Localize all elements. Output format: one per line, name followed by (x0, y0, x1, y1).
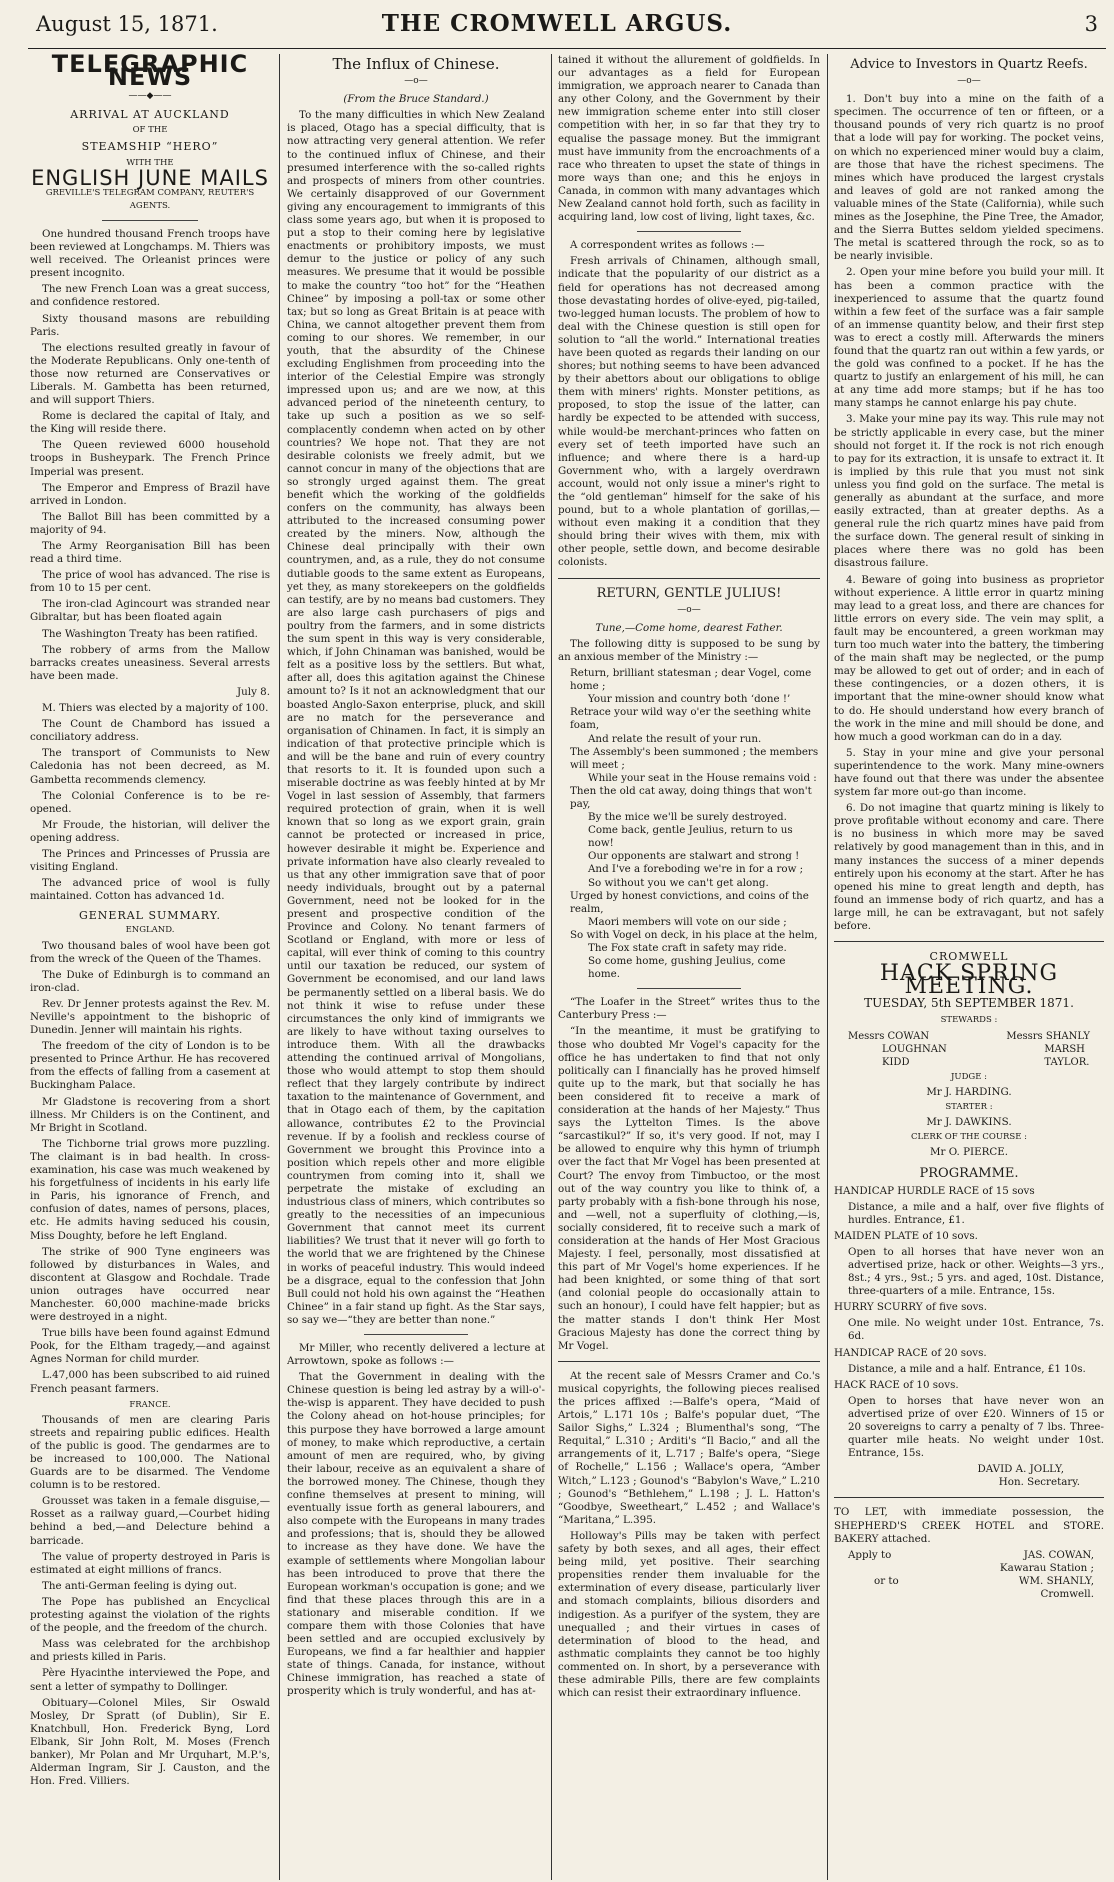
apply-to-label: Apply to (848, 1548, 892, 1561)
secretary-name: DAVID A. JOLLY, (977, 1463, 1064, 1476)
clerk-name: Mr O. PIERCE. (929, 1146, 1009, 1159)
judge-label: JUDGE : (951, 1071, 987, 1082)
divider (364, 1334, 467, 1335)
hack-meeting-heading: HACK SPRING MEETING. (879, 961, 1059, 1000)
news-paragraph: The advanced price of wool is fully maintained. Cotton has advanced 1d. (30, 877, 270, 903)
steward-name: LOUGHNAN (882, 1043, 947, 1055)
apply-line-1 (834, 1549, 1104, 1562)
column-continued (558, 54, 820, 1880)
poem-intro: The following ditty is supposed to be sung by an anxious member of the Ministry :— (558, 637, 820, 663)
divider (558, 578, 820, 579)
or-to-label: or to (874, 1574, 899, 1587)
news-paragraph: The freedom of the city of London is to be presented to Prince Arthur. He has recovered from the effects of falling from a casement at Buckingham Palace. (30, 1040, 270, 1092)
news-paragraph: The strike of 900 Tyne engineers was followed by disturbances in Wales, and discontent at Glasgow and Rochdale. Trade union outrages have occurred near Manchester. 60,000 machine-made bricks were destroyed in a night. (30, 1245, 270, 1324)
poem-line: The Assembly's been summoned ; the members will meet ; (570, 745, 819, 771)
english-mails-heading: ENGLISH JUNE MAILS (31, 165, 269, 190)
news-paragraph: One hundred thousand French troops have been reviewed at Longchamps. M. Thiers was well received. The Orleanist princes were present incognito. (30, 227, 270, 280)
news-paragraph: The transport of Communists to New Caledonia has not been decreed, as M. Gambetta recommends clemency. (30, 747, 270, 786)
article-paragraph: tained it without the allurement of goldfields. In our advantages as a field for European immigration, we approach nearer to Canada than any other Colony, and the Government by their new immigration scheme enter into still closer competition with her, in so far that they try to equalise the passage money. But the immigrant must have immunity from the encroachments of a race who threaten to upset the state of things in more ways than one; and this he enjoys in Canada, in common with many advantages which New Zealand cannot hold forth, such as facility in acquiring land, low cost of living, light taxes, &c. (558, 54, 820, 224)
news-paragraph: The Tichborne trial grows more puzzling. The claimant is in bad health. In cross-examination, his case was much weakened by his forgetfulness of incidents in his early life in Paris, his ignorance of French, and confusion of dates, names of persons, places, etc. He admits having seduced his cousin, Miss Doughty, before he left England. (30, 1137, 270, 1242)
poem (558, 667, 820, 981)
miller-intro: Mr Miller, who recently delivered a lecture at Arrowtown, spoke as follows :— (287, 1342, 545, 1368)
meeting-date: TUESDAY, 5th SEPTEMBER 1871. (864, 996, 1074, 1011)
article-paragraph: That the Government in dealing with the Chinese question is being led astray by a will-o'-the-wisp is apparent. They have decided to push the Colony ahead on hot-house principles; for this purpose they have borrowed a large amount of money, to make which reproductive, a certain amount of men are required, who, by giving their labour, receive as an equivalent a share of the borrowed money. The Chinese, though they confine themselves at present to mining, will eventually issue forth as general labourers, and also compete with the Europeans in many trades and professions; that is, should they be allowed to increase as they have done. We have the example of settlements where Mongolian labour has been introduced to prove that there the European workman's occupation is gone; and we find that these places through this are in a stationary and miserable condition. If we compare them with those Colonies that have been settled and are occupied exclusively by Europeans, we find a far healthier and happier state of things. Canada, for instance, without Chinese immigration, has reached a state of prosperity which is truly wonderful, and has at- (287, 1371, 545, 1698)
news-paragraphs-2 (30, 702, 270, 903)
news-paragraph: Rome is declared the capital of Italy, and the King will reside there. (30, 410, 270, 436)
news-paragraph: Thousands of men are clearing Paris streets and repairing public edifices. Health of the public is good. The gendarmes are to be increased to 100,000. The National Guards are to be disarmed. The Vendome column is to be restored. (30, 1413, 270, 1492)
poem-line: Urged by honest convictions, and coins of the realm, (570, 889, 809, 915)
news-paragraph: True bills have been found against Edmund Pook, for the Eltham tragedy,—and against Agnes Norman for child murder. (30, 1327, 270, 1366)
steward-name: KIDD (882, 1056, 910, 1068)
poem-heading: RETURN, GENTLE JULIUS! (596, 585, 782, 601)
race-detail: Open to horses that have never won an advertised prize of over £20. Winners of 15 or 20 sovereigns to carry a penalty of 7 lbs. Three-quarter mile heats. No weight under 10st. Entrance, 15s. (848, 1394, 1104, 1460)
source-line: (From the Bruce Standard.) (343, 93, 489, 106)
poem-line: Then the old cat away, doing things that won't pay, (570, 784, 812, 810)
poem-line: And I've a foreboding we're in for a row ; (588, 863, 804, 876)
steward-name: MARSH (1044, 1043, 1085, 1055)
column-divider (827, 54, 828, 1880)
starter-label: STARTER : (945, 1102, 993, 1113)
advice-heading: Advice to Investors in Quartz Reefs. (850, 57, 1088, 72)
of-the-line: OF THE (132, 125, 168, 136)
news-paragraph: The Ballot Bill has been committed by a majority of 94. (30, 510, 270, 536)
news-paragraph: Mass was celebrated for the archbishop and priests killed in Paris. (30, 1638, 270, 1664)
agent-place: Cromwell. (1040, 1588, 1094, 1601)
news-paragraph: The price of wool has advanced. The rise is from 10 to 15 per cent. (30, 569, 270, 595)
secretary-title: Hon. Secretary. (998, 1476, 1080, 1489)
advice-item: 5. Stay in your mine and give your personal superintendence to the work. Many mine-owners have found out that there was under the absentee system far more out-go than income. (834, 746, 1104, 799)
column-advice (834, 54, 1104, 1880)
news-paragraphs-4 (30, 1414, 270, 1789)
divider (102, 220, 198, 221)
cromwell-line: CROMWELL (929, 950, 1009, 964)
news-paragraph: The Queen reviewed 6000 household troops in Busheypark. The French Prince Imperial was present. (30, 439, 270, 478)
agent-place: Kawarau Station ; (999, 1561, 1094, 1574)
poem-line: Return, brilliant statesman ; dear Vogel, come home ; (570, 667, 812, 693)
race-programme (834, 1185, 1104, 1461)
agents-line: GREVILLE'S TELEGRAM COMPANY, REUTER'S AGENTS. (45, 187, 255, 211)
general-summary-heading: GENERAL SUMMARY. (78, 909, 222, 923)
poem-line: And relate the result of your run. (588, 732, 762, 745)
dateline: July 8. (237, 685, 270, 698)
stewards-label: STEWARDS : (940, 1015, 998, 1026)
poem-line: So without you we can't get along. (588, 876, 769, 889)
divider (637, 231, 742, 232)
advice-item: 1. Don't buy into a mine on the faith of a specimen. The occurrence of ten or fifteen, or a thousand pounds of very rich quartz is no proof that a lode will pay for working. The pocket veins, on which no experienced miner would buy a claim, are those that have the richest specimens. The mines which have produced the largest crystals and leaves of gold are not ranked among the valuable mines of the State (California), while such mines as the Josephine, the Pine Tree, the Amador, and the Sierra Buttes seldom yielded specimens. The metal is scattered through the rock, so as to be nearly invisible. (834, 93, 1104, 263)
steward-name: Messrs SHANLY (1006, 1030, 1090, 1042)
clerk-label: CLERK OF THE COURSE : (911, 1132, 1027, 1143)
poem-line: So come home, gushing Jeulius, come home. (588, 955, 786, 981)
stewards-list (834, 1030, 1104, 1069)
advice-item: 6. Do not imagine that quartz mining is likely to prove profitable without economy and care. There is no business in which more may be saved relatively by good management than in this, and in many instances the success of a miner depends entirely upon his economy at the start. After he has opened his mine to great length and depth, has found an immense body of rich quartz, and has a large mill, he can be extravagant, but not safely before. (834, 802, 1104, 932)
poem-line: So with Vogel on deck, in his place at the helm, (570, 928, 818, 941)
poem-line: While your seat in the House remains void : (588, 771, 817, 784)
loafer-intro: “The Loafer in the Street” writes thus to the Canterbury Press :— (558, 996, 820, 1022)
issue-date: August 15, 1871. (36, 12, 218, 36)
divider (834, 1497, 1104, 1498)
news-paragraph: Mr Froude, the historian, will deliver the opening address. (30, 818, 270, 844)
poem-line: Come back, gentle Jeulius, return to us now! (588, 824, 793, 850)
news-paragraph: The Princes and Princesses of Prussia are visiting England. (30, 847, 270, 874)
steward-name: TAYLOR. (1044, 1056, 1090, 1068)
news-paragraph: M. Thiers was elected by a majority of 100. (42, 702, 269, 715)
news-paragraph: Sixty thousand masons are rebuilding Paris. (30, 312, 270, 338)
advice-item: 2. Open your mine before you build your mill. It has been a common practice with the inexperienced to assume that the quartz found within a few feet of the surface was a fair sample of an immense quantity below, and their first step was to erect a costly mill. Afterwards the miners found that the quartz ran out within a few yards, or the gold was confined to a pocket. If he has the quartz to justify an enlargement of his mill, he can at any time add more stamps; but if he has too many stamps he cannot enlarge his pay chute. (834, 266, 1104, 410)
news-paragraph: Rev. Dr Jenner protests against the Rev. M. Neville's appointment to the bishopric of Dunedin. Jenner will maintain his rights. (30, 997, 270, 1037)
news-paragraph: The Count de Chambord has issued a conciliatory address. (30, 718, 270, 744)
to-let-notice: TO LET, with immediate possession, the SHEPHERD'S CREEK HOTEL and STORE. BAKERY attached. (834, 1506, 1104, 1545)
stewards-right (1006, 1030, 1090, 1069)
news-paragraph: Mr Gladstone is recovering from a short illness. Mr Childers is on the Continent, and Mr Bright in Scotland. (30, 1095, 270, 1134)
divider (637, 988, 742, 989)
race-name: MAIDEN PLATE of 10 sovs. (834, 1229, 978, 1242)
news-paragraph: The iron-clad Agincourt was stranded near Gibraltar, but has been floated again (30, 598, 270, 624)
telegraphic-news-heading: TELEGRAPHIC NEWS (51, 54, 249, 92)
divider (834, 941, 1104, 942)
column-divider (279, 54, 280, 1880)
advice-item: 3. Make your mine pay its way. This rule may not be strictly applicable in every case, but the miner should not forget it. If the rock is not rich enough to pay for its extraction, it is unsafe to extract it. It is implied by this rule that you must not sink unless you find gold on the surface. The metal is generally as abundant at the surface, and more easily extracted, than at greater depths. As a general rule the rich quartz mines have paid from the surface down. The general result of sinking in places where there was no gold has been disastrous failure. (834, 413, 1104, 570)
news-paragraph: The anti-German feeling is dying out. (42, 1579, 237, 1592)
race-name: HURRY SCURRY of five sovs. (834, 1301, 987, 1314)
news-paragraph: Obituary—Colonel Miles, Sir Oswald Mosley, Dr Spratt (of Dublin), Sir E. Knatchbull, Hon. Frederick Byng, Lord Elbank, Sir John Rolt, M. Moses (French banker), Mr Polan and Mr Urquhart, M.P.'s, Alderman Ingram, Sir J. Causton, and the Hon. Fred. Villiers. (30, 1696, 270, 1788)
poem-line: Maori members will vote on our side ; (588, 915, 787, 928)
arrival-line: ARRIVAL AT AUCKLAND (70, 108, 230, 122)
race-detail: Distance, a mile and a half. Entrance, £1 10s. (848, 1362, 1086, 1375)
article-paragraph: “In the meantime, it must be gratifying to those who doubted Mr Vogel's capacity for the office he has undertaken to find that not only politically can I financially has he proved himself quite up to the mark, but that socially he has been considered fit to receive a mark of consideration at the hands of her Majesty.” Thus says the Lyttelton Times. Is the above “sarcastikul?” If so, it's very good. If not, may I be allowed to enquire why this hymn of triumph over the fact that Mr Vogel has been presented at Court? The envoy from Timbuctoo, or the most out of the way country you like to think of, a party probably with a fish-bone through his nose, and —well, not a superfluity of clothing,—is, socially considered, fit to receive such a mark of consideration at the hands of Her Most Gracious Majesty. I feel, personally, most dissatisfied at this part of Mr Vogel's home experiences. If he had been knighted, or some thing of that sort (and colonial people do occasionally attain to such an honour), I could have felt happier; but as the matter stands I don't think Her Most Gracious Majesty has done the correct thing by Mr Vogel. (558, 1025, 820, 1352)
influx-heading: The Influx of Chinese. (332, 55, 500, 73)
news-paragraph: The Colonial Conference is to be re-opened. (30, 789, 270, 815)
news-paragraph: Père Hyacinthe interviewed the Pope, and sent a letter of sympathy to Dollinger. (30, 1667, 270, 1693)
news-paragraph: L.47,000 has been subscribed to aid ruined French peasant farmers. (30, 1369, 270, 1395)
correspondent-intro: A correspondent writes as follows :— (570, 239, 765, 252)
england-subheading: ENGLAND. (125, 925, 175, 936)
divider: —o— (957, 76, 981, 87)
news-paragraphs-1 (30, 228, 270, 683)
news-paragraph: The value of property destroyed in Paris is estimated at eight millions of francs. (30, 1550, 270, 1576)
stewards-left (848, 1030, 947, 1069)
poem-line: Your mission and country both ‘done !’ (588, 693, 791, 706)
masthead-rule (28, 48, 1106, 49)
news-paragraph: Two thousand bales of wool have been got from the wreck of the Queen of the Thames. (30, 939, 270, 965)
race-detail: One mile. No weight under 10st. Entrance, 7s. 6d. (848, 1317, 1104, 1343)
with-the-line: WITH THE (126, 157, 174, 168)
agent-name: JAS. COWAN, (1023, 1548, 1094, 1561)
race-name: HANDICAP RACE of 20 sovs. (834, 1346, 987, 1359)
starter-name: Mr J. DAWKINS. (926, 1116, 1012, 1129)
advice-item: 4. Beware of going into business as proprietor without experience. A little error in quartz mining may lead to a great loss, and there are chances for little errors on every side. The vein may split, a fault may be encountered, a green workman may turn too much water into the battery, the timbering of the main shaft may be neglected, or the pump may be allowed to get out of order; and in each of these contingencies, or a dozen others, it is important that the mine-owner should know what to do. He should understand how every branch of the work in the mine and mill should be done, and how much a good workman can do in a day. (834, 573, 1104, 743)
news-paragraph: The Duke of Edinburgh is to command an iron-clad. (30, 968, 270, 994)
masthead (0, 0, 1114, 50)
article-paragraph: Holloway's Pills may be taken with perfect safety by both sexes, and all ages, their effect being mild, yet positive. Their searching propensities render them invaluable for the extermination of every disease, particularly liver and stomach complaints, bilious disorders and indigestion. As a purifyer of the system, they are unequalled ; and their virtues in cases of determination of blood to the head, and asthmatic complaints they cannot be too highly commented on. In short, by a perseverance with these admirable Pills, there are few complaints which can resist their extraordinary influence. (558, 1529, 820, 1700)
news-paragraph: The Washington Treaty has been ratified. (42, 627, 258, 640)
article-paragraph: Fresh arrivals of Chinamen, although small, indicate that the popularity of our district as a field for operations has not decreased among those devastating hordes of olive-eyed, pig-tailed, two-legged human locusts. The problem of how to deal with the Chinese question is still open for solution to “all the world.” International treaties have been quoted as regards their landing on our shores; but nothing seems to have been advanced by their abettors about our obligations to oblige them with miners' rights. Monster petitions, as proposed, to stop the issue of the latter, can hardly be expected to be attended with success, while would-be merchant-princes who fatten on every set of teeth imported have such an influence; and where there is a hard-up Government who, with a largely overdrawn account, would not only issue a miner's right to the “old gentleman” himself for the sake of his pound, but to a whole plantation of gorillas,—without even making it a condition that they should bring their wives with them, mix with other people, settle down, and become desirable colonists. (558, 255, 820, 569)
column-influx-of-chinese (287, 54, 545, 1880)
news-paragraph: Grousset was taken in a female disguise,—Rosset as a railway guard,—Courbet hiding behind a bed,—and Delecture behind a barricade. (30, 1495, 270, 1547)
news-paragraphs-3 (30, 940, 270, 1396)
france-subheading: FRANCE. (129, 1399, 171, 1410)
page-number: 3 (1084, 12, 1098, 36)
ornament-icon: ——◆—— (128, 91, 172, 102)
steward-name: Messrs COWAN (848, 1030, 930, 1042)
tune-line: Tune,—Come home, dearest Father. (595, 621, 783, 634)
race-detail: Distance, a mile and a half, over five flights of hurdles. Entrance, £1. (848, 1200, 1104, 1226)
race-name: HANDICAP HURDLE RACE of 15 sovs (834, 1184, 1035, 1197)
divider: —o— (677, 604, 701, 615)
poem-line: By the mice we'll be surely destroyed. (588, 811, 787, 824)
newspaper-title: THE CROMWELL ARGUS. (381, 10, 733, 37)
news-paragraph: The new French Loan was a great success, and confidence restored. (30, 283, 270, 309)
column-telegraphic-news (30, 54, 270, 1880)
agent-name: WM. SHANLY, (1018, 1574, 1094, 1587)
race-name: HACK RACE of 10 sovs. (834, 1378, 959, 1391)
poem-line: The Fox state craft in safety may ride. (588, 942, 787, 954)
column-divider (551, 54, 552, 1880)
programme-heading: PROGRAMME. (919, 1166, 1019, 1182)
divider: —o— (404, 76, 428, 87)
news-paragraph: The elections resulted greatly in favour of the Moderate Republicans. Only one-tenth of those now returned are Conservatives or Liberals. M. Gambetta has been returned, and will support Thiers. (30, 341, 270, 407)
news-paragraph: The Pope has published an Encyclical protesting against the violation of the rights of the people, and the freedom of the church. (30, 1595, 270, 1635)
race-detail: Open to all horses that have never won an advertised prize, hack or other. Weights—3 yrs., 8st.; 4 yrs., 9st.; 5 yrs. and aged, 10st. Distance, three-quarters of a mile. Entrance, 15s. (848, 1245, 1104, 1298)
poem-line: Retrace your wild way o'er the seething white foam, (570, 706, 811, 732)
article-paragraph: To the many difficulties in which New Zealand is placed, Otago has a special difficulty, that is now attracting very general attention. We refer to the continued influx of Chinese, and their presumed interference with the so-called rights and prospects of miners from other countries. We certainly disapproved of our Government giving any encouragement to immigrants of this class some years ago, but when it is proposed to put a stop to their coming here by legislative enactments or prohibitory imposts, we must demur to the justice or policy of any such measures. We presume that it would be possible to make the country “too hot” for the “Heathen Chinee” by imposing a poll-tax or some other tax; but so long as Great Britain is at peace with China, we cannot altogether prevent them from coming to our shores. We remember, in our youth, that the absurdity of the Chinese excluding Englishmen from proceeding into the interior of the Celestial Empire was strongly impressed upon us; and are we now, at this advanced period of the nineteenth century, to take up such a position as we so self-complacently condemn when acted on by other countries? We hope not. That they are not desirable colonists we freely admit, but we cannot concur in many of the objections that are so strongly urged against them. The great benefit which the working of the goldfields confers on the community, has always been attributed to the increased consuming power created by the miners. Now, although the Chinese deal principally with their own countrymen, and, as a rule, they do not consume dutiable goods to the same extent as Europeans, yet they, as many storekeepers on the goldfields can testify, are by no means bad customers. They are also large cash purchasers of pigs and poultry from the farmers, and in some districts the sum spent in this way is very considerable, which, if John Chinaman was banished, would be felt as a positive loss by the settlers. But what, after all, does this agitation against the Chinese amount to? Is it not an acknowledgment that our boasted Anglo-Saxon enterprise, pluck, and skill are no match for the perseverance and organisation of Chinamen. In fact, it is simply an indication of that protective principle which is and will be the bane and ruin of every country that resorts to it. It is founded upon such a miserable doctrine as was feebly hinted at by Mr Vogel in last session of Assembly, that farmers required protection of grain, when it is well known that so long as we export grain, grain cannot be protected or increased in price, however desirable it might be. Experience and private information have also clearly revealed to us that any other immigration save that of poor needy individuals, brought out by a paternal Government, need not be looked for in the present and prospective condition of the Province and Colony. No tenant farmers of Scotland or England, with more or less of capital, will ever think of coming to this country until our taxation be reduced, our system of Government be economised, and our land laws be permanently settled on a liberal basis. We do not think it wise to refuse under these circumstances the only kind of immigrants we are likely to have without taxing ourselves to introduce them. With all the drawbacks attending the continued arrival of Mongolians, those who would attempt to stop them should reflect that they largely contribute by indirect taxation to the maintenance of Government, and that in Otago each of them, by the capitation allowance, contributes £2 to the Provincial revenue. If by a foolish and reckless course of Government we brought this Province into a position which repels other and more eligible countrymen from coming into it, shall we perpetrate the mistake of excluding an industrious class of miners, which contributes so greatly to the necessities of an impecunious Government that cannot meet its current liabilities? We trust that it never will go forth to the world that we are frightened by the Chinese in works of peaceful industry. This would indeed be a disgrace, equal to the confession that John Bull could not hold his own against the “Heathen Chinee” in a fair stand up fight. As the Star says, so say we—“they are better than none.” (287, 109, 545, 1326)
news-paragraph: The robbery of arms from the Mallow barracks creates uneasiness. Several arrests have been made. (30, 643, 270, 682)
apply-line-2 (834, 1575, 1104, 1588)
judge-name: Mr J. HARDING. (926, 1085, 1012, 1098)
divider (558, 1361, 820, 1362)
article-paragraph: At the recent sale of Messrs Cramer and Co.'s musical copyrights, the following pieces realised the prices affixed :—Balfe's opera, “Maid of Artois,” L.171 10s ; Balfe's popular duet, “The Sailor Sighs,” L.324 ; Blumenthal's song, “The Requital,” L.310 ; Arditi's “Il Bacio,” and all the arrangements of it, L.717 ; Balfe's opera, “Siege of Rochelle,” L.156 ; Wallace's opera, “Amber Witch,” L.123 ; Gounod's “Babylon's Wave,” L.210 ; Gounod's “Bethlehem,” L.198 ; J. L. Hatton's “Goodbye, Sweetheart,” L.452 ; and Wallace's “Maritana,” L.395. (558, 1369, 820, 1526)
news-paragraph: The Army Reorganisation Bill has been read a third time. (30, 540, 270, 566)
steamship-line: STEAMSHIP “HERO” (81, 140, 219, 154)
poem-line: Our opponents are stalwart and strong ! (588, 850, 800, 863)
news-paragraph: The Emperor and Empress of Brazil have arrived in London. (30, 481, 270, 507)
